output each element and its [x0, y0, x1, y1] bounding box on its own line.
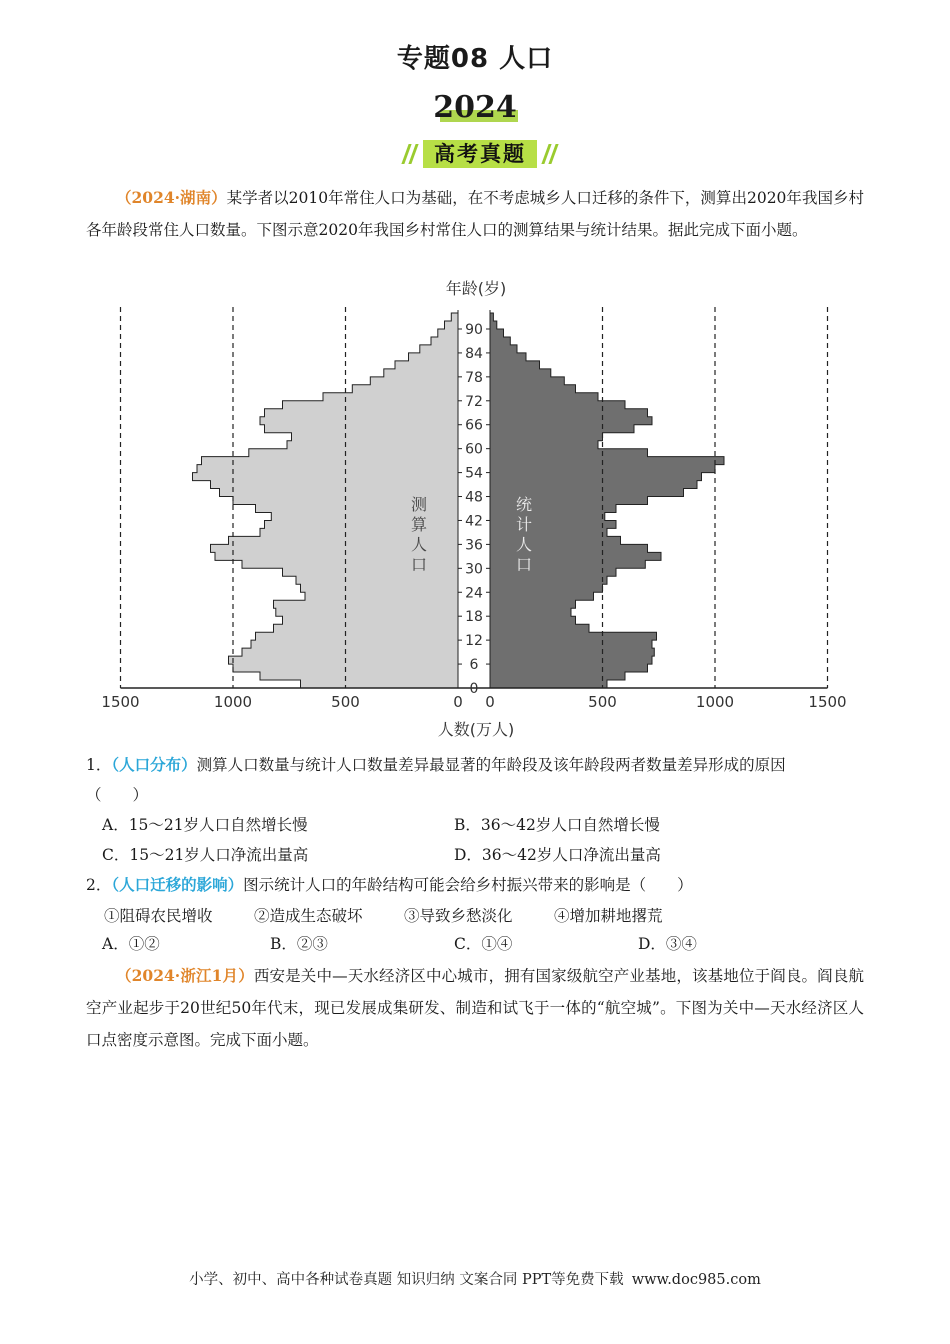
footer-text: 小学、初中、高中各种试卷真题 知识归纳 文案合同 PPT等免费下载: [189, 1272, 624, 1288]
census-population-label: 口: [515, 555, 533, 574]
question-2: [86, 870, 866, 900]
y-tick-label: 24: [465, 585, 483, 602]
q2-option-c[interactable]: C．①④: [454, 935, 513, 953]
y-tick-label: 12: [465, 633, 483, 650]
x-tick-label: 0: [485, 693, 495, 711]
section-banner: [405, 140, 555, 170]
page-title: 专题08 人口: [396, 44, 554, 74]
y-tick-label: 42: [465, 513, 483, 530]
q2-item-1: ①阻碍农民增收: [104, 907, 213, 925]
q1-option-b[interactable]: B．36～42岁人口自然增长慢: [454, 816, 660, 834]
y-tick-label: 30: [465, 561, 483, 578]
q1-option-c[interactable]: C．15～21岁人口净流出量高: [102, 846, 309, 864]
q2-item-3: ③导致乡愁淡化: [404, 907, 513, 925]
x-tick-label: 500: [588, 693, 617, 711]
question-tag: （人口迁移的影响）: [111, 875, 244, 894]
y-tick-label: 0: [469, 681, 479, 697]
q2-option-b[interactable]: B．②③: [270, 935, 328, 953]
y-tick-label: 78: [465, 369, 483, 386]
census-population-label: 计: [515, 515, 533, 534]
y-tick-label: 36: [465, 537, 483, 554]
x-tick-label: 1000: [213, 693, 253, 711]
year-heading: 2024: [433, 90, 517, 125]
q1-option-a[interactable]: A．15～21岁人口自然增长慢: [102, 816, 308, 834]
intro-text: 某学者以2010年常住人口为基础，在不考虑城乡人口迁移的条件下，测算出2020年我国乡村各年龄段常住人口数量。下图示意2020年我国乡村常住人口的测算结果与统计结果。据此完成下面小题。: [86, 189, 864, 239]
y-axis-label: 年龄(岁): [445, 279, 507, 298]
x-tick-label: 1500: [808, 693, 847, 711]
y-tick-label: 6: [469, 657, 479, 674]
question-tag: （人口分布）: [111, 755, 197, 774]
y-tick-label: 72: [465, 393, 483, 410]
q2-item-4: ④增加耕地撂荒: [554, 907, 663, 925]
population-pyramid-chart: [0, 270, 950, 750]
y-tick-label: 60: [465, 441, 483, 458]
y-tick-label: 84: [465, 345, 483, 362]
q2-option-d[interactable]: D．③④: [638, 935, 697, 953]
question-1: [86, 750, 866, 780]
question-number: 1．: [86, 756, 112, 774]
x-tick-label: 500: [331, 693, 360, 711]
question-text: 测算人口数量与统计人口数量差异最显著的年龄段及该年龄段两者数量差异形成的原因: [196, 756, 786, 774]
q1-option-d[interactable]: D．36～42岁人口净流出量高: [454, 846, 661, 864]
census-population-label: 人: [515, 535, 533, 554]
y-tick-label: 48: [465, 489, 483, 506]
intro2-paragraph: [86, 960, 864, 1056]
banner-label: 高考真题: [434, 142, 526, 166]
estimated-population-label: 人: [410, 535, 428, 554]
estimated-population-label: 算: [410, 515, 428, 534]
y-tick-label: 90: [465, 321, 483, 338]
y-tick-label: 18: [465, 609, 483, 626]
x-tick-label: 1500: [101, 693, 140, 711]
q2-option-a[interactable]: A．①②: [102, 935, 160, 953]
census-population-label: 统: [515, 495, 533, 514]
x-axis-label: 人数(万人): [437, 720, 515, 739]
y-tick-label: 54: [465, 465, 483, 482]
intro2-text: 西安是关中—天水经济区中心城市，拥有国家级航空产业基地，该基地位于阎良。阎良航空产业起步于20世纪50年代末，现已发展成集研发、制造和试飞于一体的“航空城”。下图为关中—天水经济区人口点密度示意图。完成下面小题。: [86, 967, 864, 1049]
question-1-paren: （ ）: [86, 786, 149, 804]
source-tag: （2024·浙江1月）: [116, 966, 254, 985]
source-tag: （2024·湖南）: [116, 188, 227, 207]
footer: [0, 1268, 950, 1289]
intro-paragraph: [86, 182, 864, 246]
estimated-population-label: 口: [410, 555, 428, 574]
estimated-population-label: 测: [410, 495, 428, 514]
q2-item-2: ②造成生态破坏: [254, 907, 363, 925]
x-tick-label: 1000: [695, 693, 735, 711]
footer-link[interactable]: www.doc985.com: [631, 1272, 761, 1288]
question-text: 图示统计人口的年龄结构可能会给乡村振兴带来的影响是（ ）: [243, 876, 693, 894]
x-tick-label: 0: [453, 693, 463, 711]
y-tick-label: 66: [465, 417, 483, 434]
question-number: 2．: [86, 876, 112, 894]
